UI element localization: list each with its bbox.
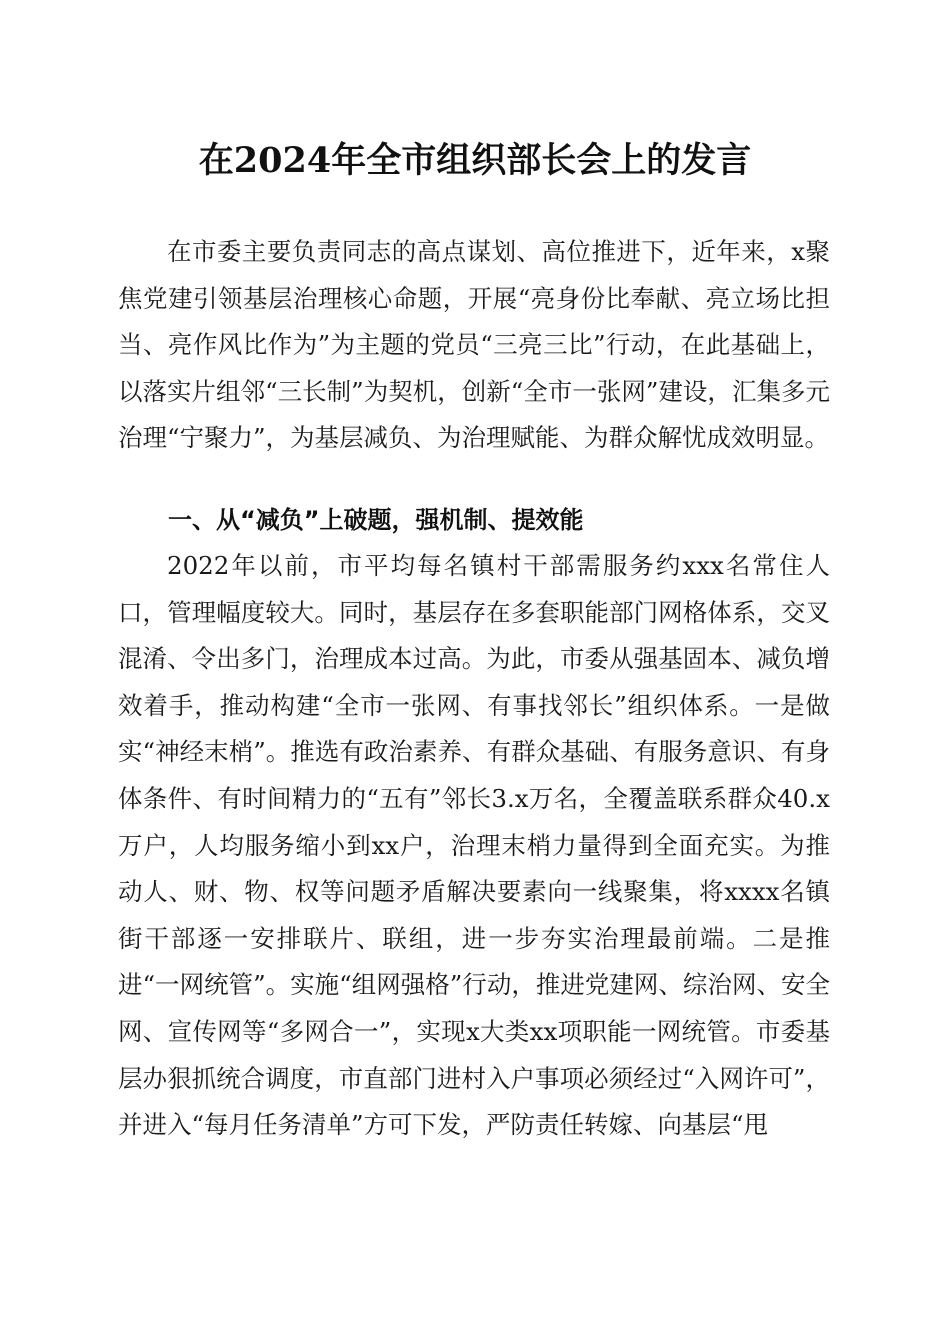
intro-paragraph: 在市委主要负责同志的高点谋划、高位推进下，近年来，x聚焦党建引领基层治理核心命题，开展“亮身份比奉献、亮立场比担当、亮作风比作为”为主题的党员“三亮三比”行动，在此基础上，以落实片组邻“三长制”为契机，创新“全市一张网”建设，汇集多元治理“宁聚力”，为基层减负、为治理赋能、为群众解忧成效明显。 [118, 237, 830, 453]
document-title: 在2024年全市组织部长会上的发言 [198, 140, 752, 181]
section-paragraph: 2022年以前，市平均每名镇村干部需服务约xxx名常住人口，管理幅度较大。同时，基层存在多套职能部门网格体系，交叉混淆、令出多门，治理成本过高。为此，市委从强基固本、减负增效着手，推动构建“全市一张网、有事找邻长”组织体系。一是做实“神经末梢”。推选有政治素养、有群众基础、有服务意识、有身体条件、有时间精力的“五有”邻长3.x万名，全覆盖联系群众40.x万户，人均服务缩小到xx户，治理末梢力量得到全面充实。为推动人、财、物、权等问题矛盾解决要素向一线聚集，将xxxx名镇街干部逐一安排联片、联组，进一步夯实治理最前端。二是推进“一网统管”。实施“组网强格”行动，推进党建网、综治网、安全网、宣传网等“多网合一”，实现x大类xx项职能一网统管。市委基层办狠抓统合调度，市直部门进村入户事项必须经过“入网许可”，并进入“每月任务清单”方可下发，严防责任转嫁、向基层“甩 [118, 551, 830, 1140]
section-heading: 一、从“减负”上破题，强机制、提效能 [168, 506, 584, 534]
